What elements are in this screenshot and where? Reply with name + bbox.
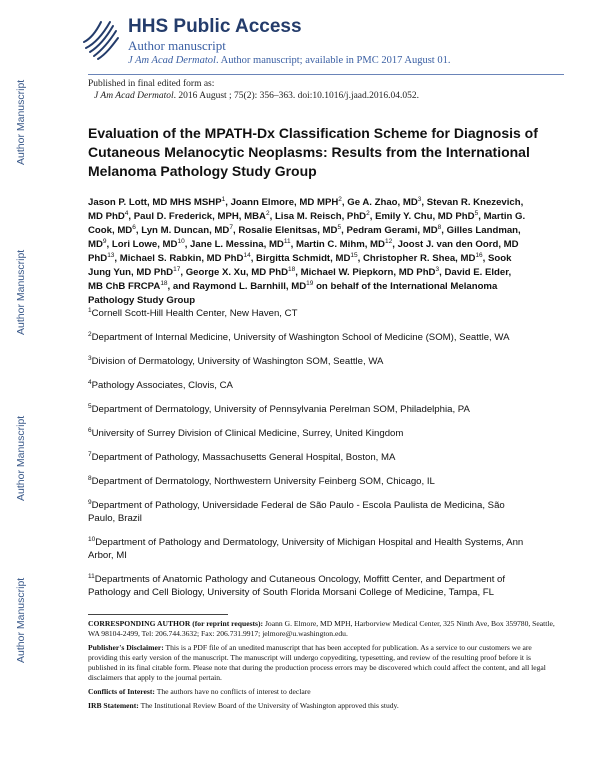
author-affiliation-number: 1 [221,195,226,203]
affiliation-number: 10 [88,535,96,543]
published-label: Published in final edited form as: [88,79,215,89]
affiliation-text: Department of Internal Medicine, University of Washington School of Medicine (SOM), Seattle, WA [91,332,510,343]
author-manuscript-sidebar [0,0,40,776]
affiliation-text: Pathology Associates, Clovis, CA [91,380,233,391]
footnote-divider [88,614,228,615]
affiliation-number: 7 [88,450,92,458]
author-affiliation-number: 10 [177,237,185,245]
author-name: Christopher R. Shea, MD [362,253,476,264]
header-journal: J Am Acad Dermatol [128,55,216,66]
author-affiliation-number: 12 [384,237,393,245]
affiliation-item [88,475,528,488]
publication-citation-text: . 2016 August ; 75(2): 356–363. doi:10.1016/j.jaad.2016.04.052. [173,91,420,101]
affiliation-item [88,536,528,562]
conflicts-text: The authors have no conflicts of interest to declare [154,687,311,696]
author-affiliation-number: 5 [474,209,479,217]
affiliation-item [88,573,528,599]
author-name: Lisa M. Reisch, PhD [274,211,367,222]
author-list: Jason P. Lott, MD MHS MSHP$^1$, Joann Elmore, MD MPH$^2$, Ge A. Zhao, $MD^3$, Stevan R. Knezevich, MD PhD$^4$, Paul D. Frederick, MPH, MBA$^2$, Lisa M. Reisch, PhD$^2$, Emily Y. Chu, MD PhD$^5$, Martin G. Cook, $MD^6$, Lyn M. Duncan, $MD^7$, Rosalie Elenitsas, $MD^5$, Pedram Gerami, $MD^8$, Gilles Landman, $MD^9$, Lori Lowe, MD$^{10}$, Jane L. Messina, MD$^{11}$, Martin C. Mihm, MD$^{12}$, Joost J. van den Oord, MD PhD$^{13}$, Michael S. Rabkin, MD PhD$^{14}$, Birgitta Schmidt, MD$^{15}$, Christopher R. Shea, MD$^{16}$, Sook Jung Yun, MD PhD$^{17}$, George X. Xu, MD PhD$^{18}$, Michael W. Piepkorn, MD PhD$^3$, David E. Elder, MB ChB FRCPA$^{18}$, and Raymond L. Barnhill, MD$^{19}$ on behalf of the International Melanoma Pathology Study Group [88,195,526,306]
author-name: David E. Elder, MB ChB FRCPA [88,267,512,292]
author-name: Ge A. Zhao, MD [347,197,418,208]
hhs-eagle-logo-icon [80,14,120,62]
author-affiliation-number: 18 [160,279,168,287]
affiliation-number: 11 [88,572,95,580]
sidebar-label: Author Manuscript [15,79,27,165]
sidebar-label: Author Manuscript [15,577,27,663]
affiliation-number: 1 [88,306,92,314]
sidebar-label: Author Manuscript [15,249,27,335]
author-affiliation-number: 9 [102,237,107,245]
author-manuscript-label: Author manuscript [128,38,226,53]
author-affiliation-number: 4 [124,209,129,217]
author-name: Michael W. Piepkorn, MD PhD [300,267,436,278]
affiliation-list [88,307,528,610]
affiliation-text: Department of Pathology, Universidade Federal de São Paulo - Escola Paulista de Medicina, São Paulo, Brazil [88,500,505,524]
affiliation-number: 4 [88,378,92,386]
header-availability: . Author manuscript; available in PMC 2017 August 01. [215,55,451,66]
author-name: Rosalie Elenitsas, MD [238,225,338,236]
author-name: Lyn M. Duncan, MD [141,225,230,236]
irb-text: The Institutional Review Board of the University of Washington approved this study. [138,701,399,710]
sidebar-label: Author Manuscript [15,415,27,501]
conflicts-of-interest [88,687,558,697]
author-affiliation-number: 18 [288,265,296,273]
conflicts-label: Conflicts of Interest: [88,687,155,696]
affiliation-text: Departments of Anatomic Pathology and Cutaneous Oncology, Moffitt Center, and Department of Pathology and Cell Biology, University of South Florida Morsani College of Medicine, Tampa, FL [88,574,506,598]
irb-label: IRB Statement: [88,701,139,710]
author-name: Jason P. Lott, MD MHS MSHP [88,197,222,208]
publisher-disclaimer [88,643,558,683]
author-affiliation-number: 7 [229,223,233,231]
author-affiliation-number: 2 [366,209,370,217]
affiliation-number: 3 [88,354,92,362]
affiliation-text: Department of Dermatology, Northwestern University Feinberg SOM, Chicago, IL [91,476,435,487]
affiliation-item [88,451,528,464]
affiliation-number: 9 [88,498,92,506]
author-group-suffix: on behalf of the International Melanoma Pathology Study Group [88,281,498,306]
author-affiliation-number: 13 [107,251,115,259]
affiliation-item [88,355,528,368]
corresponding-author-label: CORRESPONDING AUTHOR (for reprint requests): [88,619,264,628]
affiliation-number: 8 [88,474,92,482]
author-affiliation-number: 5 [337,223,342,231]
header-citation [128,55,450,66]
author-affiliation-number: 2 [265,209,270,217]
affiliation-text: Department of Pathology and Dermatology, University of Michigan Hospital and Health Systems, Ann Arbor, MI [88,537,524,561]
author-name: Michael S. Rabkin, MD PhD [119,253,244,264]
author-affiliation-number: 8 [437,223,442,231]
affiliation-item [88,427,528,440]
author-affiliation-number: 3 [417,195,422,203]
author-name: Lori Lowe, MD [111,239,178,250]
affiliation-number: 5 [88,402,92,410]
affiliation-text: Division of Dermatology, University of Washington SOM, Seattle, WA [91,356,384,367]
author-name: Sook Jung Yun, MD PhD [88,253,512,278]
author-name: Martin G. Cook, MD [88,211,526,236]
affiliation-text: Department of Dermatology, University of Pennsylvania Perelman SOM, Philadelphia, PA [91,404,470,415]
affiliation-item [88,499,528,525]
author-name: Joann Elmore, MD MPH [230,197,339,208]
article-title: Evaluation of the MPATH-Dx Classification Scheme for Diagnosis of Cutaneous Melanocytic Neoplasms: Results from the International Melanoma Pathology Study Group [88,125,538,179]
author-affiliation-number: 15 [350,251,358,259]
affiliation-text: Department of Pathology, Massachusetts General Hospital, Boston, MA [91,452,396,463]
publication-citation [88,90,419,102]
author-affiliation-number: 17 [173,265,181,273]
author-name: Raymond L. Barnhill, MD [192,281,307,292]
author-name: George X. Xu, MD PhD [185,267,289,278]
publication-info [88,78,419,102]
affiliation-item [88,403,528,416]
affiliation-text: University of Surrey Division of Clinical Medicine, Surrey, United Kingdom [91,428,404,439]
author-name: Joost J. van den Oord, MD PhD [88,239,519,264]
author-name: Paul D. Frederick, MPH, MBA [133,211,266,222]
author-name: Martin C. Mihm, MD [295,239,385,250]
publisher-disclaimer-text: This is a PDF file of an unedited manuscript that has been accepted for publication. As a service to our customers we are providing this early version of the manuscript. The manuscript will undergo copyediting, typesetting, and review of the resulting proof before it is published in its final citable form. Please note that during the production process errors may be discovered which could affect the content, and all legal disclaimers that apply to the journal pertain. [88,643,546,682]
author-name: Stevan R. Knezevich, MD PhD [88,197,524,222]
author-name: Pedram Gerami, MD [346,225,438,236]
footnotes [88,619,558,715]
affiliation-text: Cornell Scott-Hill Health Center, New Haven, CT [91,308,298,319]
affiliation-item [88,331,528,344]
author-affiliation-number: 3 [435,265,440,273]
author-affiliation-number: 6 [132,223,136,231]
author-name: Emily Y. Chu, MD PhD [375,211,475,222]
author-affiliation-number: 16 [475,251,483,259]
publication-journal: J Am Acad Dermatol [94,91,174,101]
affiliation-item [88,307,528,320]
author-affiliation-number: 2 [338,195,342,203]
author-affiliation-number: 11 [283,237,291,245]
corresponding-author-text: Joann G. Elmore, MD MPH, Harborview Medical Center, 325 Ninth Ave, Box 359780, Seattle, WA 98104-2499, Tel: 206.744.3632; Fax: 206.731.9917; jelmore@u.washington.edu. [88,619,555,638]
publisher-disclaimer-label: Publisher's Disclaimer: [88,643,164,652]
affiliation-item [88,379,528,392]
author-name: Birgitta Schmidt, MD [256,253,351,264]
author-affiliation-number: 19 [306,279,314,287]
author-name: Jane L. Messina, MD [190,239,284,250]
corresponding-author-note [88,619,558,639]
header-divider [88,74,564,75]
irb-statement [88,701,558,711]
author-conjunction: and [172,281,193,292]
affiliation-number: 2 [88,330,92,338]
author-name: Gilles Landman, MD [88,225,521,250]
affiliation-number: 6 [88,426,92,434]
author-affiliation-number: 14 [243,251,251,259]
hhs-public-access-title: HHS Public Access [128,16,302,37]
